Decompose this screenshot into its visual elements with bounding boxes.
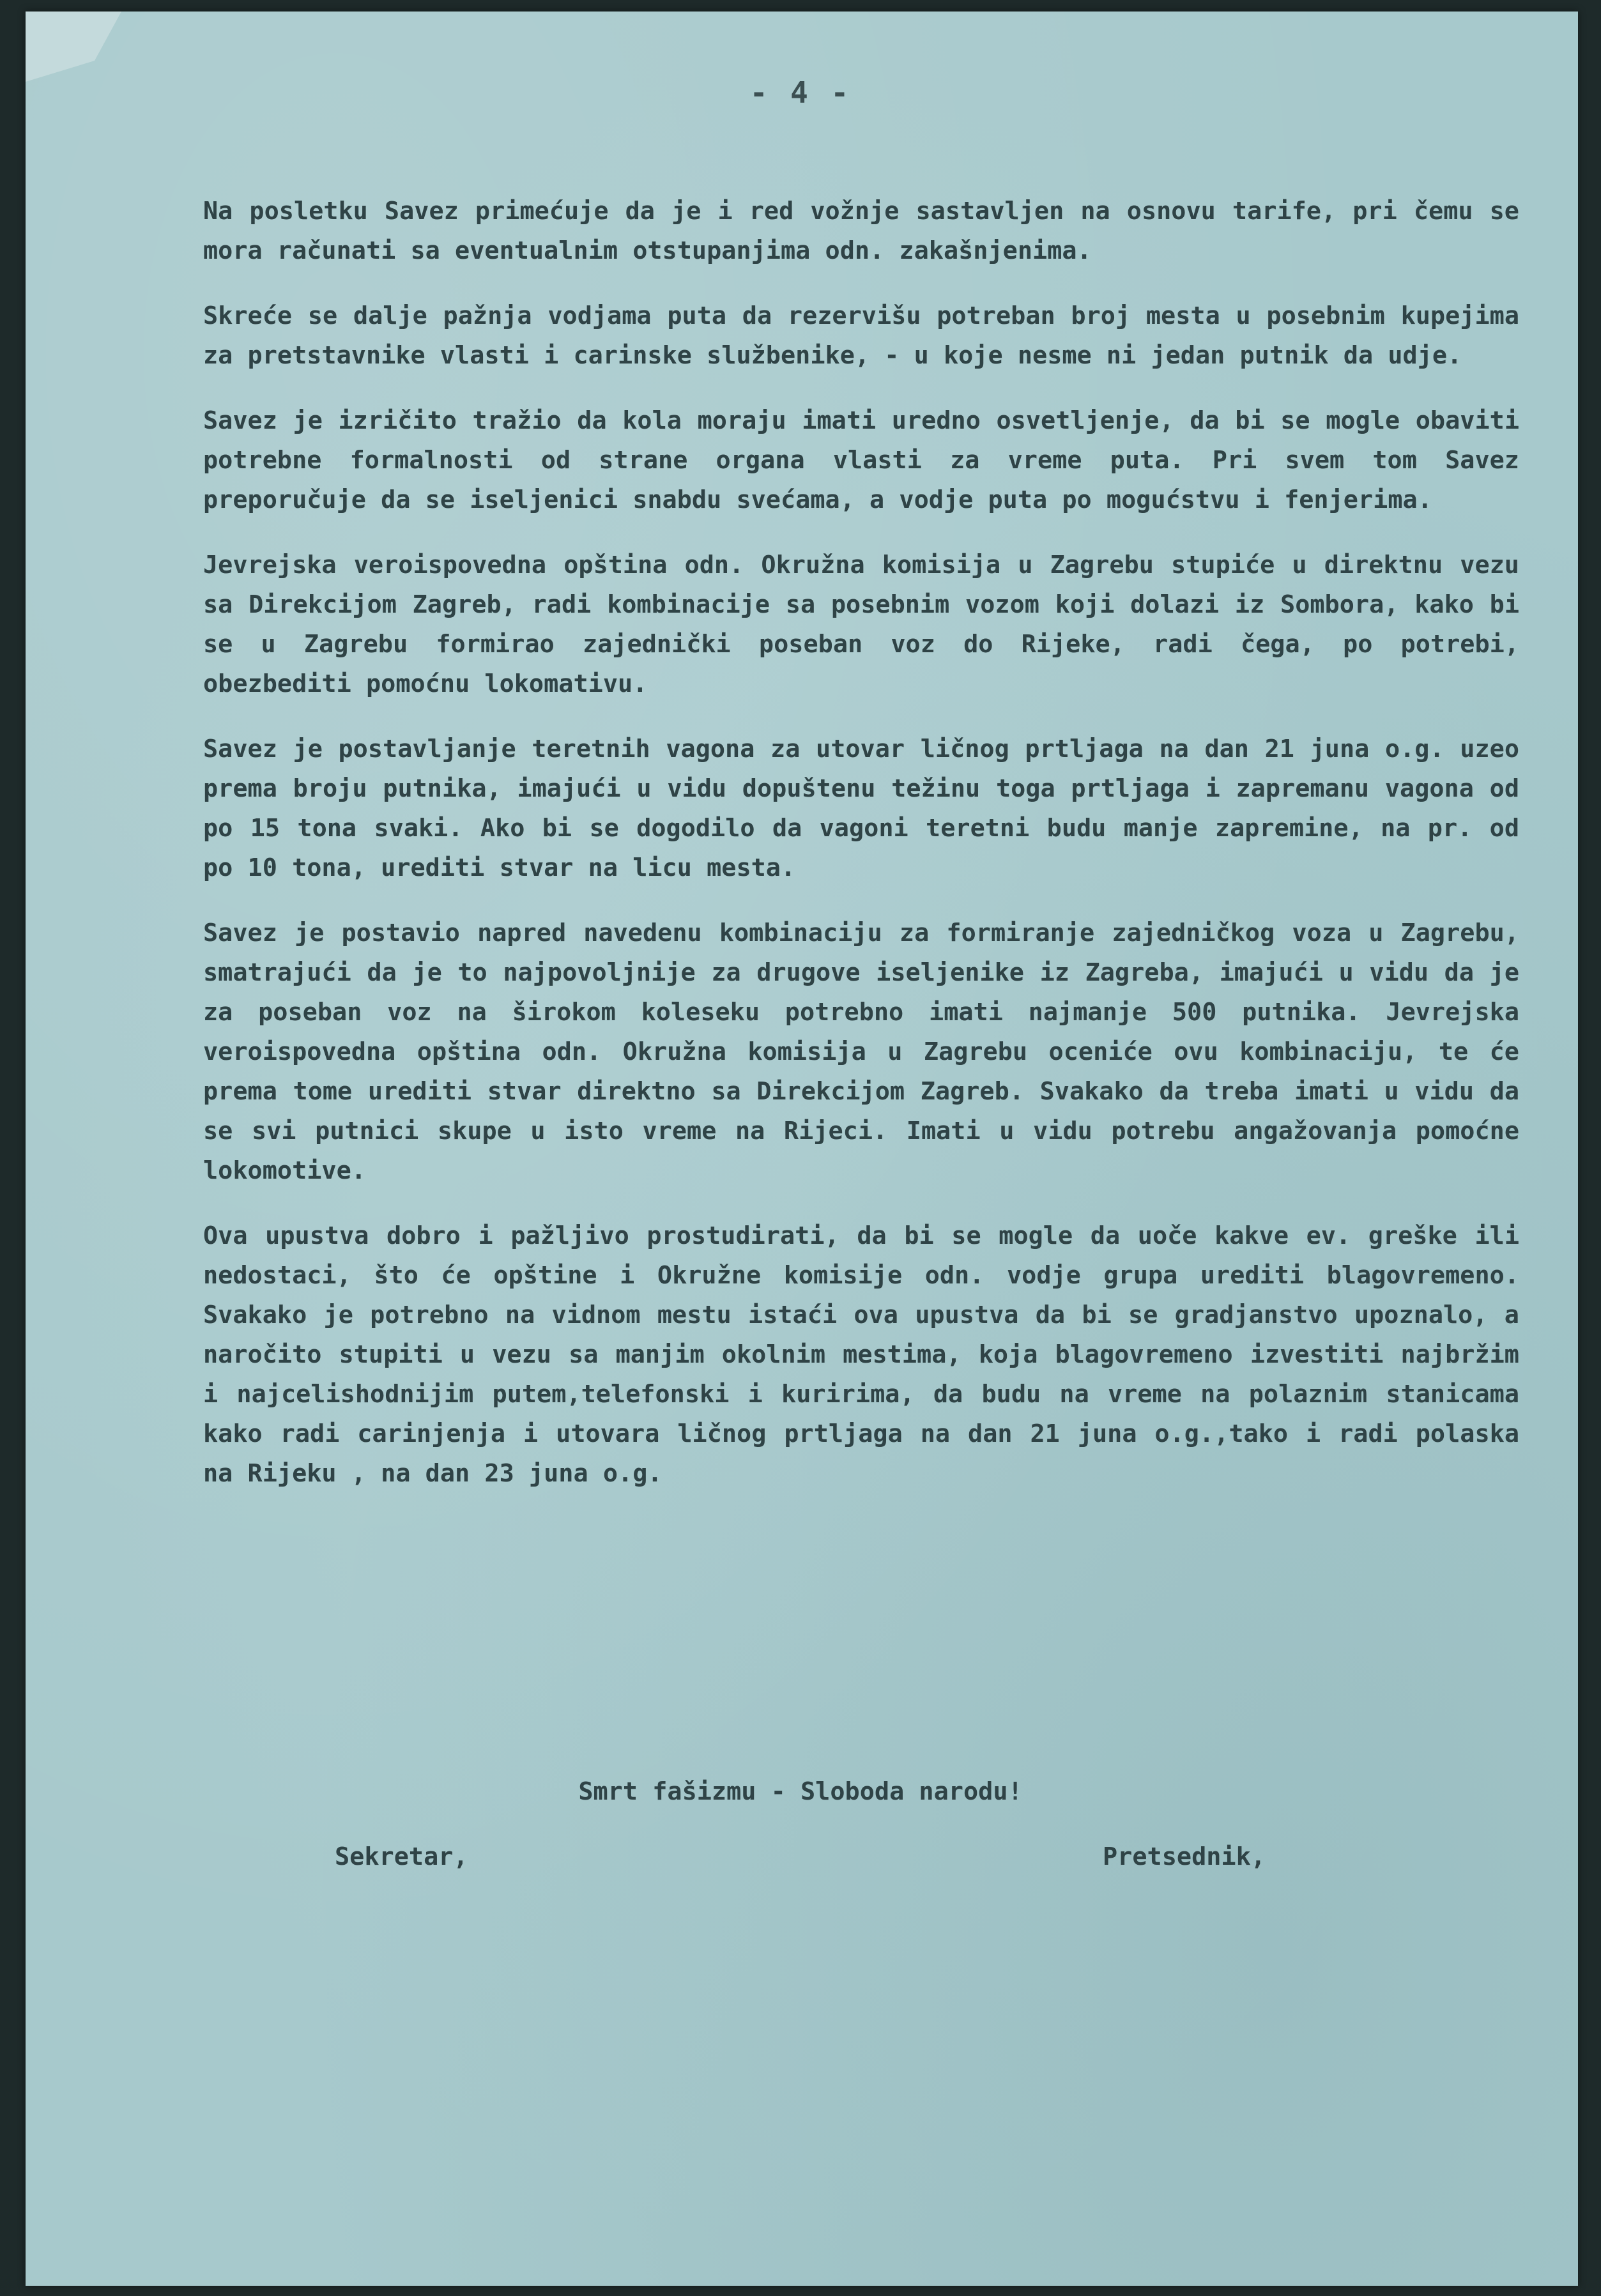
- signature-president: Pretsednik,: [1103, 1842, 1266, 1871]
- signature-secretary: Sekretar,: [335, 1842, 468, 1871]
- paragraph-5: Savez je postavljanje teretnih vagona za utovar ličnog prtljaga na dan 21 juna o.g. uzeo prema broju putnika, imajući u vidu dopuštenu težinu toga prtljaga i zapremanu vagona od po 15 tona svaki. Ako bi se dogodilo da vagoni teretni budu manje zapremine, na pr. od po 10 tona, urediti stvar na licu mesta.: [203, 735, 1519, 882]
- paragraph-2: Skreće se dalje pažnja vodjama puta da rezervišu potreban broj mesta u posebnim kupejima za pretstavnike vlasti i carinske službenike, - u koje nesme ni jedan putnik da udje.: [203, 302, 1519, 370]
- body-text: [203, 192, 1519, 1519]
- closing-slogan: Smrt fašizmu - Sloboda narodu!: [578, 1777, 1023, 1806]
- paragraph-1: Na posletku Savez primećuje da je i red vožnje sastavljen na osnovu tarife, pri čemu se mora računati sa eventualnim otstupanjima odn. zakašnjenima.: [203, 197, 1519, 265]
- paragraph-6: Savez je postavio napred navedenu kombinaciju za formiranje zajedničkog voza u Zagrebu, smatrajući da je to najpovoljnije za drugove iseljenike iz Zagreba, imajući u vidu da je za poseban voz na širokom koleseku potrebno imati najmanje 500 putnika. Jevrejska veroispovedna opština odn. Okružna komisija u Zagrebu oceniće ovu kombinaciju, te će prema tome urediti stvar direktno sa Direkcijom Zagreb. Svakako da treba imati u vidu da se svi putnici skupe u isto vreme na Rijeci. Imati u vidu potrebu angažovanja pomoćne lokomotive.: [203, 919, 1519, 1185]
- paragraph-7: Ova upustva dobro i pažljivo prostudirati, da bi se mogle da uoče kakve ev. greške ili nedostaci, što će opštine i Okružne komisije odn. vodje grupa urediti blagovremeno. Svakako je potrebno na vidnom mestu istaći ova upustva da bi se gradjanstvo upoznalo, a naročito stupiti u vezu sa manjim okolnim mestima, koja blagovremeno izvestiti najbržim i najcelishodnijim putem,telefonski i kuririma, da budu na vreme na polaznim stanicama kako radi carinjenja i utovara ličnog prtljaga na dan 21 juna o.g.,tako i radi polaska na Rijeku , na dan 23 juna o.g.: [203, 1221, 1519, 1488]
- page-number: - 4 -: [749, 75, 852, 110]
- paragraph-4: Jevrejska veroispovedna opština odn. Okružna komisija u Zagrebu stupiće u direktnu vezu sa Direkcijom Zagreb, radi kombinacije sa posebnim vozom koji dolazi iz Sombora, kako bi se u Zagrebu formirao zajednički poseban voz do Rijeke, radi čega, po potrebi, obezbediti pomoćnu lokomativu.: [203, 551, 1519, 698]
- paragraph-3: Savez je izričito tražio da kola moraju imati uredno osvetljenje, da bi se mogle obaviti potrebne formalnosti od strane organa vlasti za vreme puta. Pri svem tom Savez preporučuje da se iseljenici snabdu svećama, a vodje puta po mogućstvu i fenjerima.: [203, 406, 1519, 514]
